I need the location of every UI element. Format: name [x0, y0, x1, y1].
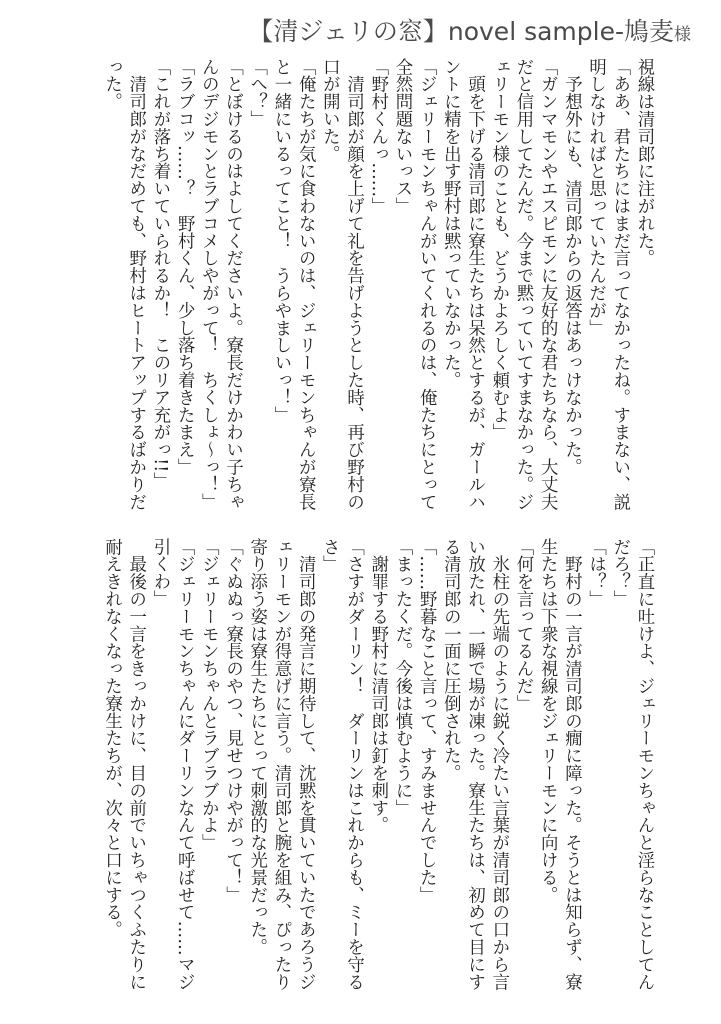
text-column: 全然問題ないっス」 — [391, 58, 412, 215]
text-column: 「は？」 — [585, 538, 606, 608]
text-column: 「ガンマモンやエスピモンに友好的な君たちなら、大丈夫 — [537, 58, 558, 511]
text-column: 野村の一言が清司郎の癇に障った。そうとは知らず、寮 — [561, 538, 582, 991]
text-column: 「野村くんっ……」 — [367, 58, 388, 215]
text-column: 「ラブコッ……？ 野村くん、少し落ち着きたまえ」 — [174, 58, 195, 476]
text-column: い放たれ、一瞬で場が凍った。寮生たちは、初めて目にす — [464, 538, 485, 991]
text-column: 「何を言ってるんだ」 — [512, 538, 533, 712]
text-column: 「ジェリーモンちゃんがいてくれるのは、俺たちにとって — [416, 58, 437, 511]
text-column: 最後の一言をきっかけに、目の前でいちゃつくふたりに — [125, 538, 146, 991]
text-column: 「ジェリーモンちゃんとラブラブかよ」 — [198, 538, 219, 852]
text-column: 「俺たちが気に食わないのは、ジェリーモンちゃんが寮長 — [295, 58, 316, 511]
text-column: 清司郎の発言に期待して、沈黙を貫いていたであろうジ — [295, 538, 316, 991]
text-column: った。 — [101, 58, 122, 111]
text-column: 視線は清司郎に注がれた。 — [634, 58, 654, 267]
text-column: 頭を下げる清司郎に寮生たちは呆然とするが、ガールハ — [464, 58, 485, 511]
text-column: 耐えきれなくなった寮生たちが、次々と口にする。 — [101, 538, 122, 939]
text-column: 清司郎が顔を上げて礼を告げようとした時、再び野村の — [343, 58, 364, 511]
text-column: 謝罪する野村に清司郎は釘を刺す。 — [367, 538, 388, 834]
text-column: だと信用してたんだ。今まで黙っていてすまなかった。ジ — [512, 58, 533, 511]
text-block-bottom — [96, 538, 656, 991]
page-header — [248, 12, 691, 48]
text-column: る清司郎の一面に圧倒された。 — [440, 538, 461, 782]
text-column: 氷柱の先端のように鋭く冷たい言葉が清司郎の口から言 — [488, 538, 509, 991]
text-column: 口が開いた。 — [319, 58, 340, 163]
text-column: 予想外にも、清司郎からの返答はあっけなかった。 — [561, 58, 582, 476]
text-column: ントに精を出す野村は黙っていなかった。 — [440, 58, 461, 389]
text-column: ェリーモン様のことも、どうかよろしく頼むよ」 — [488, 58, 509, 441]
text-column: 「……野暮なこと言って、すみませんでした」 — [416, 538, 437, 904]
text-column: だろ？」 — [609, 538, 630, 608]
text-column: ェリーモンが得意げに言う。清司郎と腕を組み、ぴったり — [270, 538, 291, 991]
text-column: 引くわ」 — [149, 538, 170, 608]
text-column: と一緒にいるってこと！ うらやましいっ！」 — [270, 58, 291, 424]
text-column: 「へ？」 — [246, 58, 267, 128]
text-column: 生たちは下衆な視線をジェリーモンに向ける。 — [537, 538, 558, 904]
text-column: 「これが落ち着いていられるか！ このリア充がっ!!」 — [149, 58, 170, 490]
text-column: 「とぼけるのはよしてくださいよ。寮長だけかわい子ちゃ — [222, 58, 243, 511]
text-column: 「まったくだ。今後は慎むように」 — [391, 538, 412, 817]
header-honorific: 様 — [674, 25, 691, 45]
text-column: 「さすがダーリン！ ダーリンはこれからも、ミーを守る — [343, 538, 364, 991]
text-column: 寄り添う姿は寮生たちにとって刺激的な光景だった。 — [246, 538, 267, 956]
text-block-top — [96, 58, 656, 511]
text-column: 明しなければと思っていたんだが」 — [585, 58, 606, 337]
text-column: 「ジェリーモンちゃんにダーリンなんて呼ばせて……マジ — [174, 538, 195, 991]
text-column: 「ああ、君たちにはまだ言ってなかったね。すまない、説 — [609, 58, 630, 511]
text-column: 「ぐぬぬっ寮長のやつ、見せつけやがって！」 — [222, 538, 243, 904]
text-column: んのデジモンとラブコメしやがって！ ちくしょ～っ！」 — [198, 58, 219, 511]
text-column: さ」 — [319, 538, 340, 573]
text-column: 「正直に吐けよ、ジェリーモンちゃんと淫らなことしてん — [634, 538, 654, 991]
text-column: 清司郎がなだめても、野村はヒートアップするばかりだ — [125, 58, 146, 511]
header-title: 【清ジェリの窓】novel sample-鳩麦 — [248, 17, 674, 46]
